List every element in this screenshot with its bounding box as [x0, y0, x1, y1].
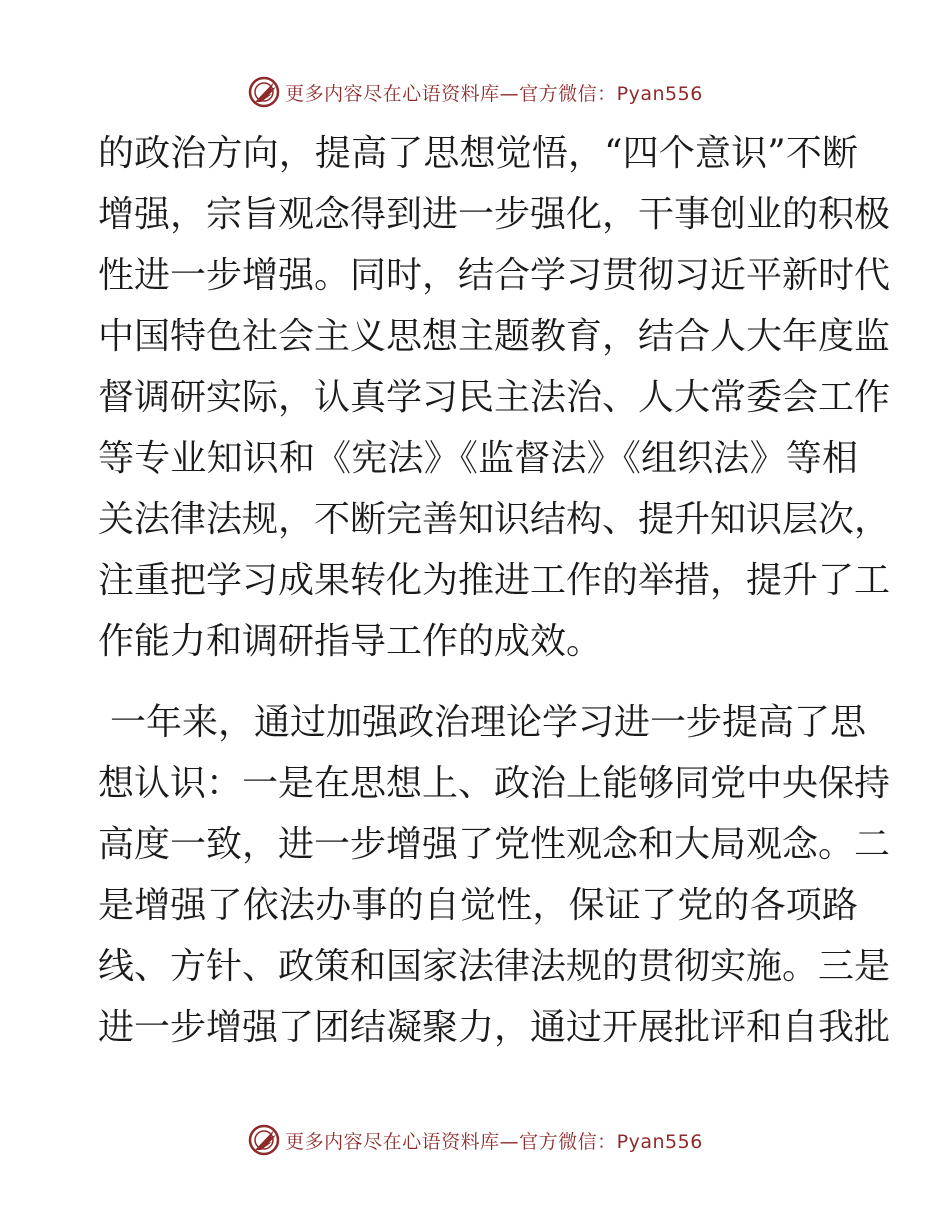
text-line: 进一步增强了团结凝聚力，通过开展批评和自我批 — [98, 1007, 891, 1048]
text-line: 作能力和调研指导工作的成效。 — [98, 621, 603, 662]
feather-seal-logo — [247, 1123, 281, 1157]
text-line: 注重把学习成果转化为推进工作的举措，提升了工 — [98, 560, 891, 601]
footer-banner-text: 更多内容尽在心语资料库—官方微信：Pyan556 — [285, 1130, 703, 1153]
paragraph — [98, 692, 891, 1058]
text-line: 线、方针、政策和国家法律法规的贯彻实施。三是 — [98, 946, 891, 987]
text-line: 的政治方向，提高了思想觉悟，“四个意识”不断 — [98, 133, 858, 174]
document-body — [98, 123, 891, 1058]
paragraph-spacer — [98, 672, 858, 692]
header-banner-text: 更多内容尽在心语资料库—官方微信：Pyan556 — [285, 82, 703, 105]
text-line: 性进一步增强。同时，结合学习贯彻习近平新时代 — [98, 255, 891, 296]
text-line: 一年来，通过加强政治理论学习进一步提高了思 — [110, 702, 867, 743]
text-line: 高度一致，进一步增强了党性观念和大局观念。二 — [98, 824, 891, 865]
footer-banner — [0, 1120, 950, 1160]
text-line: 想认识：一是在思想上、政治上能够同党中央保持 — [98, 763, 891, 804]
feather-seal-logo — [247, 75, 281, 109]
text-line: 增强，宗旨观念得到进一步强化，干事创业的积极 — [98, 194, 891, 235]
text-line: 是增强了依法办事的自觉性，保证了党的各项路 — [98, 885, 858, 926]
text-line: 中国特色社会主义思想主题教育，结合人大年度监 — [98, 316, 891, 357]
header-banner — [0, 72, 950, 112]
text-line: 等专业知识和《宪法》《监督法》《组织法》等相 — [98, 438, 858, 479]
text-line: 关法律法规，不断完善知识结构、提升知识层次， — [98, 499, 891, 540]
text-line: 督调研实际，认真学习民主法治、人大常委会工作 — [98, 377, 891, 418]
paragraph — [98, 123, 891, 672]
